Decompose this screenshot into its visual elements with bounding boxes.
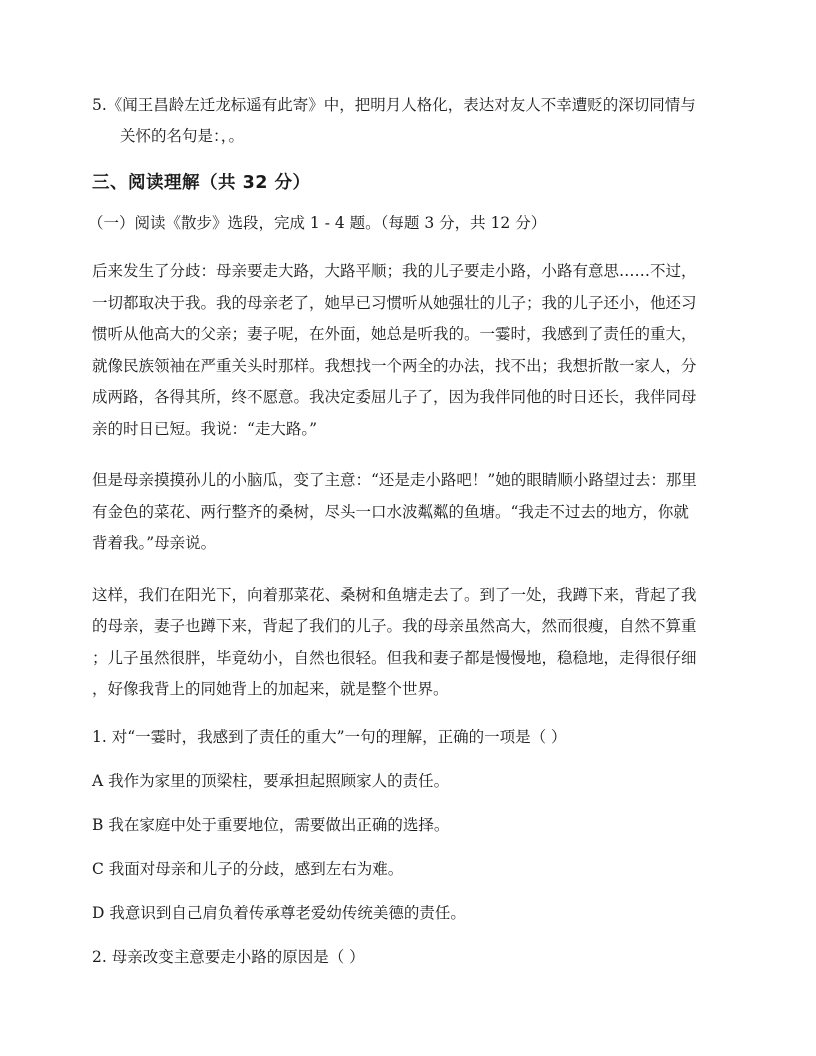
passage-line: 就像民族领袖在严重关头时那样。我想找一个两全的办法，找不出；我想折散一家人，分 <box>92 356 697 375</box>
passage-line: 但是母亲摸摸孙儿的小脑瓜，变了主意：“还是走小路吧！”她的眼睛顺小路望过去：那里 <box>92 471 697 489</box>
passage-line: 成两路，各得其所，终不愿意。我决定委屈儿子了，因为我伴同他的时日还长，我伴同母 <box>92 388 697 406</box>
question-1-option-a: A 我作为家里的顶梁柱，要承担起照顾家人的责任。 <box>92 771 450 790</box>
passage-line: 背着我。”母亲说。 <box>92 534 217 552</box>
passage-line: 后来发生了分歧：母亲要走大路，大路平顺；我的儿子要走小路，小路有意思……不过， <box>92 262 697 280</box>
passage-line: 有金色的菜花、两行整齐的桑树，尽头一口水波粼粼的鱼塘。“我走不过去的地方，你就 <box>92 502 689 521</box>
passage-line: ；儿子虽然很胖，毕竟幼小，自然也很轻。但我和妻子都是慢慢地，稳稳地，走得很仔细 <box>92 648 697 667</box>
passage-line: 一切都取决于我。我的母亲老了，她早已习惯听从她强壮的儿子；我的儿子还小，他还习 <box>92 293 697 312</box>
passage-paragraph-3 <box>92 580 724 706</box>
passage-paragraph-2 <box>92 465 724 560</box>
section-3-title: 三、阅读理解（共 32 分） <box>92 173 311 193</box>
passage-line: 的母亲，妻子也蹲下来，背起了我们的儿子。我的母亲虽然高大，然而很瘦，自然不算重 <box>92 617 697 635</box>
passage-paragraph-1 <box>92 256 724 445</box>
question-1-option-b: B 我在家庭中处于重要地位，需要做出正确的选择。 <box>92 815 450 834</box>
passage-line: 这样，我们在阳光下，向着那菜花、桑树和鱼塘走去了。到了一处，我蹲下来，背起了我 <box>92 585 697 604</box>
question-1-stem: 1. 对“一霎时，我感到了责任的重大”一句的理解，正确的一项是（ ） <box>92 727 567 746</box>
question-2-stem: 2. 母亲改变主意要走小路的原因是（ ） <box>92 947 365 966</box>
question-5 <box>92 90 724 152</box>
subsection-1-title: （一）阅读《散步》选段，完成 1 - 4 题。（每题 3 分，共 12 分） <box>88 214 547 232</box>
question-5-line-2: 关怀的名句是：，。 <box>120 127 245 145</box>
passage-line: ，好像我背上的同她背上的加起来，就是整个世界。 <box>92 680 449 698</box>
question-1-option-d: D 我意识到自己肩负着传承尊老爱幼传统美德的责任。 <box>92 903 466 922</box>
document-page <box>88 90 724 970</box>
question-1-option-c: C 我面对母亲和儿子的分歧，感到左右为难。 <box>92 859 404 878</box>
passage-line: 惯听从他高大的父亲；妻子呢，在外面，她总是听我的。一霎时，我感到了责任的重大， <box>92 325 697 343</box>
passage-line: 亲的时日已短。我说：“走大路。” <box>92 419 318 438</box>
question-5-line-1: 5.《闻王昌龄左迁龙标遥有此寄》中，把明月人格化，表达对友人不幸遭贬的深切同情与 <box>92 96 696 114</box>
